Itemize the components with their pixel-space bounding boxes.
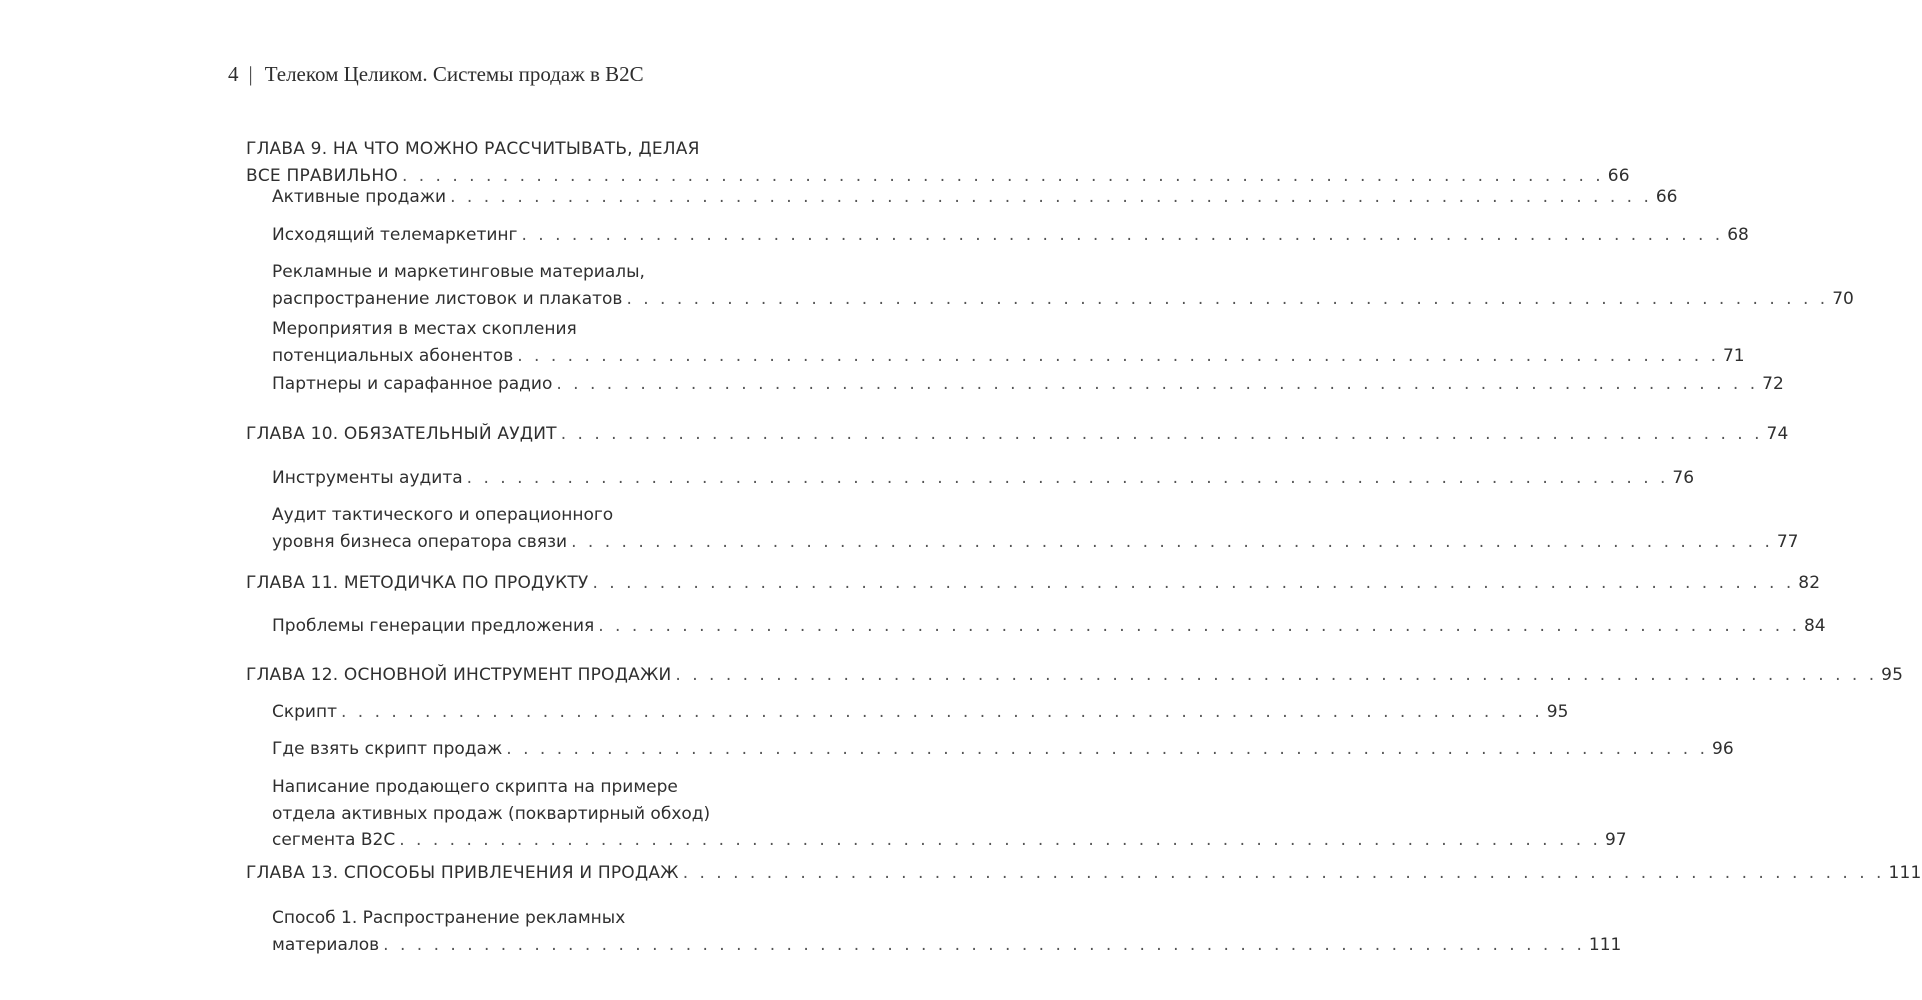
page-number: 4 [228, 62, 239, 86]
toc-chapter-page-number: 82 [1798, 573, 1821, 593]
toc-section-page-number: 71 [1722, 345, 1745, 366]
toc-chapter-title: ГЛАВА 11. МЕТОДИЧКА ПО ПРОДУКТУ [246, 573, 589, 593]
toc-section-page-number: 72 [1762, 374, 1784, 394]
toc-section-line [272, 933, 1622, 957]
toc-section-line [272, 185, 1678, 209]
dot-leader: . . . . . . . . . . . . . . . . . . . . . . . . . . . . . . . . . . . . . . . . . . . . . . . . . . . . . . . . . . . . . . . . . . . . . . . . [506, 739, 1709, 759]
toc-section-title: Инструменты аудита [272, 468, 463, 488]
toc-section-line: Рекламные и маркетинговые материалы, [272, 262, 645, 282]
toc-section-line: Аудит тактического и операционного [272, 505, 614, 525]
toc-section-line [272, 223, 1749, 247]
toc-chapter-line [246, 422, 1789, 446]
toc-section-page-number: 84 [1803, 616, 1826, 636]
toc-chapter-page-number: 111 [1888, 863, 1922, 883]
dot-leader: . . . . . . . . . . . . . . . . . . . . . . . . . . . . . . . . . . . . . . . . . . . . . . . . . . . . . . . . . . . . . . . . . . . . . . . . [626, 288, 1829, 309]
dot-leader: . . . . . . . . . . . . . . . . . . . . . . . . . . . . . . . . . . . . . . . . . . . . . . . . . . . . . . . . . . . . . . . . . . . . . . . . [682, 863, 1885, 883]
toc-chapter-line: ГЛАВА 9. НА ЧТО МОЖНО РАССЧИТЫВАТЬ, ДЕЛАЯ [246, 139, 700, 159]
dot-leader: . . . . . . . . . . . . . . . . . . . . . . . . . . . . . . . . . . . . . . . . . . . . . . . . . . . . . . . . . . . . . . . . . . . . . . . . [598, 616, 1800, 636]
toc-section-page-number: 66 [1655, 187, 1678, 207]
toc-section-line [272, 344, 1745, 368]
toc-section-line: Написание продающего скрипта на примере [272, 777, 678, 797]
toc-chapter-line [246, 663, 1904, 687]
toc-section-page-number: 70 [1832, 288, 1854, 309]
toc-chapter-page-number: 74 [1766, 424, 1789, 444]
dot-leader: . . . . . . . . . . . . . . . . . . . . . . . . . . . . . . . . . . . . . . . . . . . . . . . . . . . . . . . . . . . . . . . . . . . . . . . . [466, 468, 1669, 488]
dot-leader: . . . . . . . . . . . . . . . . . . . . . . . . . . . . . . . . . . . . . . . . . . . . . . . . . . . . . . . . . . . . . . . . . . . . . . . . [521, 225, 1724, 245]
toc-section-title: уровня бизнеса оператора связи [272, 531, 568, 552]
dot-leader: . . . . . . . . . . . . . . . . . . . . . . . . . . . . . . . . . . . . . . . . . . . . . . . . . . . . . . . . . . . . . . . . . . . . . . . . [556, 374, 1759, 394]
dot-leader: . . . . . . . . . . . . . . . . . . . . . . . . . . . . . . . . . . . . . . . . . . . . . . . . . . . . . . . . . . . . . . . . . . . . . . . . [399, 830, 1601, 850]
toc-section-title: Исходящий телемаркетинг [272, 225, 518, 245]
toc-chapter-line [246, 571, 1821, 595]
toc-section-title: Партнеры и сарафанное радио [272, 374, 553, 394]
dot-leader: . . . . . . . . . . . . . . . . . . . . . . . . . . . . . . . . . . . . . . . . . . . . . . . . . . . . . . . . . . . . . . . . . . . . . . . . [571, 531, 1773, 552]
toc-section-line: Мероприятия в местах скопления [272, 319, 577, 339]
running-head-title: Телеком Целиком. Системы продаж в B2C [264, 62, 644, 86]
toc-chapter-page-number: 66 [1607, 165, 1630, 186]
toc-section-title: Активные продажи [272, 187, 447, 207]
toc-section-page-number: 96 [1712, 739, 1734, 759]
dot-leader: . . . . . . . . . . . . . . . . . . . . . . . . . . . . . . . . . . . . . . . . . . . . . . . . . . . . . . . . . . . . . . . . . . . . . . . . [592, 573, 1795, 593]
toc-section-line: отдела активных продаж (поквартирный обход) [272, 803, 711, 824]
toc-chapter-title: ВСЕ ПРАВИЛЬНО [246, 165, 398, 186]
toc-section-line [272, 737, 1734, 761]
dot-leader: . . . . . . . . . . . . . . . . . . . . . . . . . . . . . . . . . . . . . . . . . . . . . . . . . . . . . . . . . . . . . . . . . . . . . . . . [675, 665, 1878, 685]
dot-leader: . . . . . . . . . . . . . . . . . . . . . . . . . . . . . . . . . . . . . . . . . . . . . . . . . . . . . . . . . . . . . . . . . . . . . . . . [517, 345, 1719, 366]
toc-chapter-line [246, 861, 1922, 885]
toc-section-title: материалов [272, 934, 380, 955]
toc-section-title: потенциальных абонентов [272, 345, 514, 366]
toc-section-page-number: 95 [1546, 702, 1569, 722]
toc-section-page-number: 68 [1727, 225, 1749, 245]
toc-section-line [272, 372, 1784, 396]
running-head-separator: | [248, 62, 253, 86]
toc-section-line [272, 287, 1854, 311]
toc-section-page-number: 111 [1588, 934, 1622, 955]
toc-section-title: сегмента B2C [272, 830, 396, 850]
dot-leader: . . . . . . . . . . . . . . . . . . . . . . . . . . . . . . . . . . . . . . . . . . . . . . . . . . . . . . . . . . . . . . . . . . . . . . . . [450, 187, 1652, 207]
toc-chapter-title: ГЛАВА 13. СПОСОБЫ ПРИВЛЕЧЕНИЯ И ПРОДАЖ [246, 863, 679, 883]
toc-section-line: Способ 1. Распространение рекламных [272, 908, 626, 928]
toc-chapter-page-number: 95 [1881, 665, 1904, 685]
toc-chapter-line [246, 164, 1630, 188]
dot-leader: . . . . . . . . . . . . . . . . . . . . . . . . . . . . . . . . . . . . . . . . . . . . . . . . . . . . . . . . . . . . . . . . . . . . . . . . [560, 424, 1763, 444]
toc-section-page-number: 97 [1604, 830, 1627, 850]
toc-section-line [272, 828, 1627, 852]
toc-section-page-number: 77 [1776, 531, 1799, 552]
toc-chapter-title: ГЛАВА 10. ОБЯЗАТЕЛЬНЫЙ АУДИТ [246, 424, 557, 444]
toc-section-page-number: 76 [1672, 468, 1695, 488]
dot-leader: . . . . . . . . . . . . . . . . . . . . . . . . . . . . . . . . . . . . . . . . . . . . . . . . . . . . . . . . . . . . . . . . . . . . . . . . [383, 934, 1585, 955]
toc-section-title: Проблемы генерации предложения [272, 616, 595, 636]
toc-section-line [272, 530, 1799, 554]
toc-section-title: распространение листовок и плакатов [272, 288, 623, 309]
toc-section-title: Скрипт [272, 702, 337, 722]
dot-leader: . . . . . . . . . . . . . . . . . . . . . . . . . . . . . . . . . . . . . . . . . . . . . . . . . . . . . . . . . . . . . . . . . . . . . . . . [341, 702, 1543, 722]
toc-chapter-title: ГЛАВА 12. ОСНОВНОЙ ИНСТРУМЕНТ ПРОДАЖИ [246, 665, 672, 685]
toc-section-line [272, 466, 1695, 490]
dot-leader: . . . . . . . . . . . . . . . . . . . . . . . . . . . . . . . . . . . . . . . . . . . . . . . . . . . . . . . . . . . . . . . . . . . . . . . . [401, 165, 1604, 186]
toc-section-line [272, 614, 1826, 638]
toc-section-title: Где взять скрипт продаж [272, 739, 503, 759]
toc-section-line [272, 700, 1569, 724]
